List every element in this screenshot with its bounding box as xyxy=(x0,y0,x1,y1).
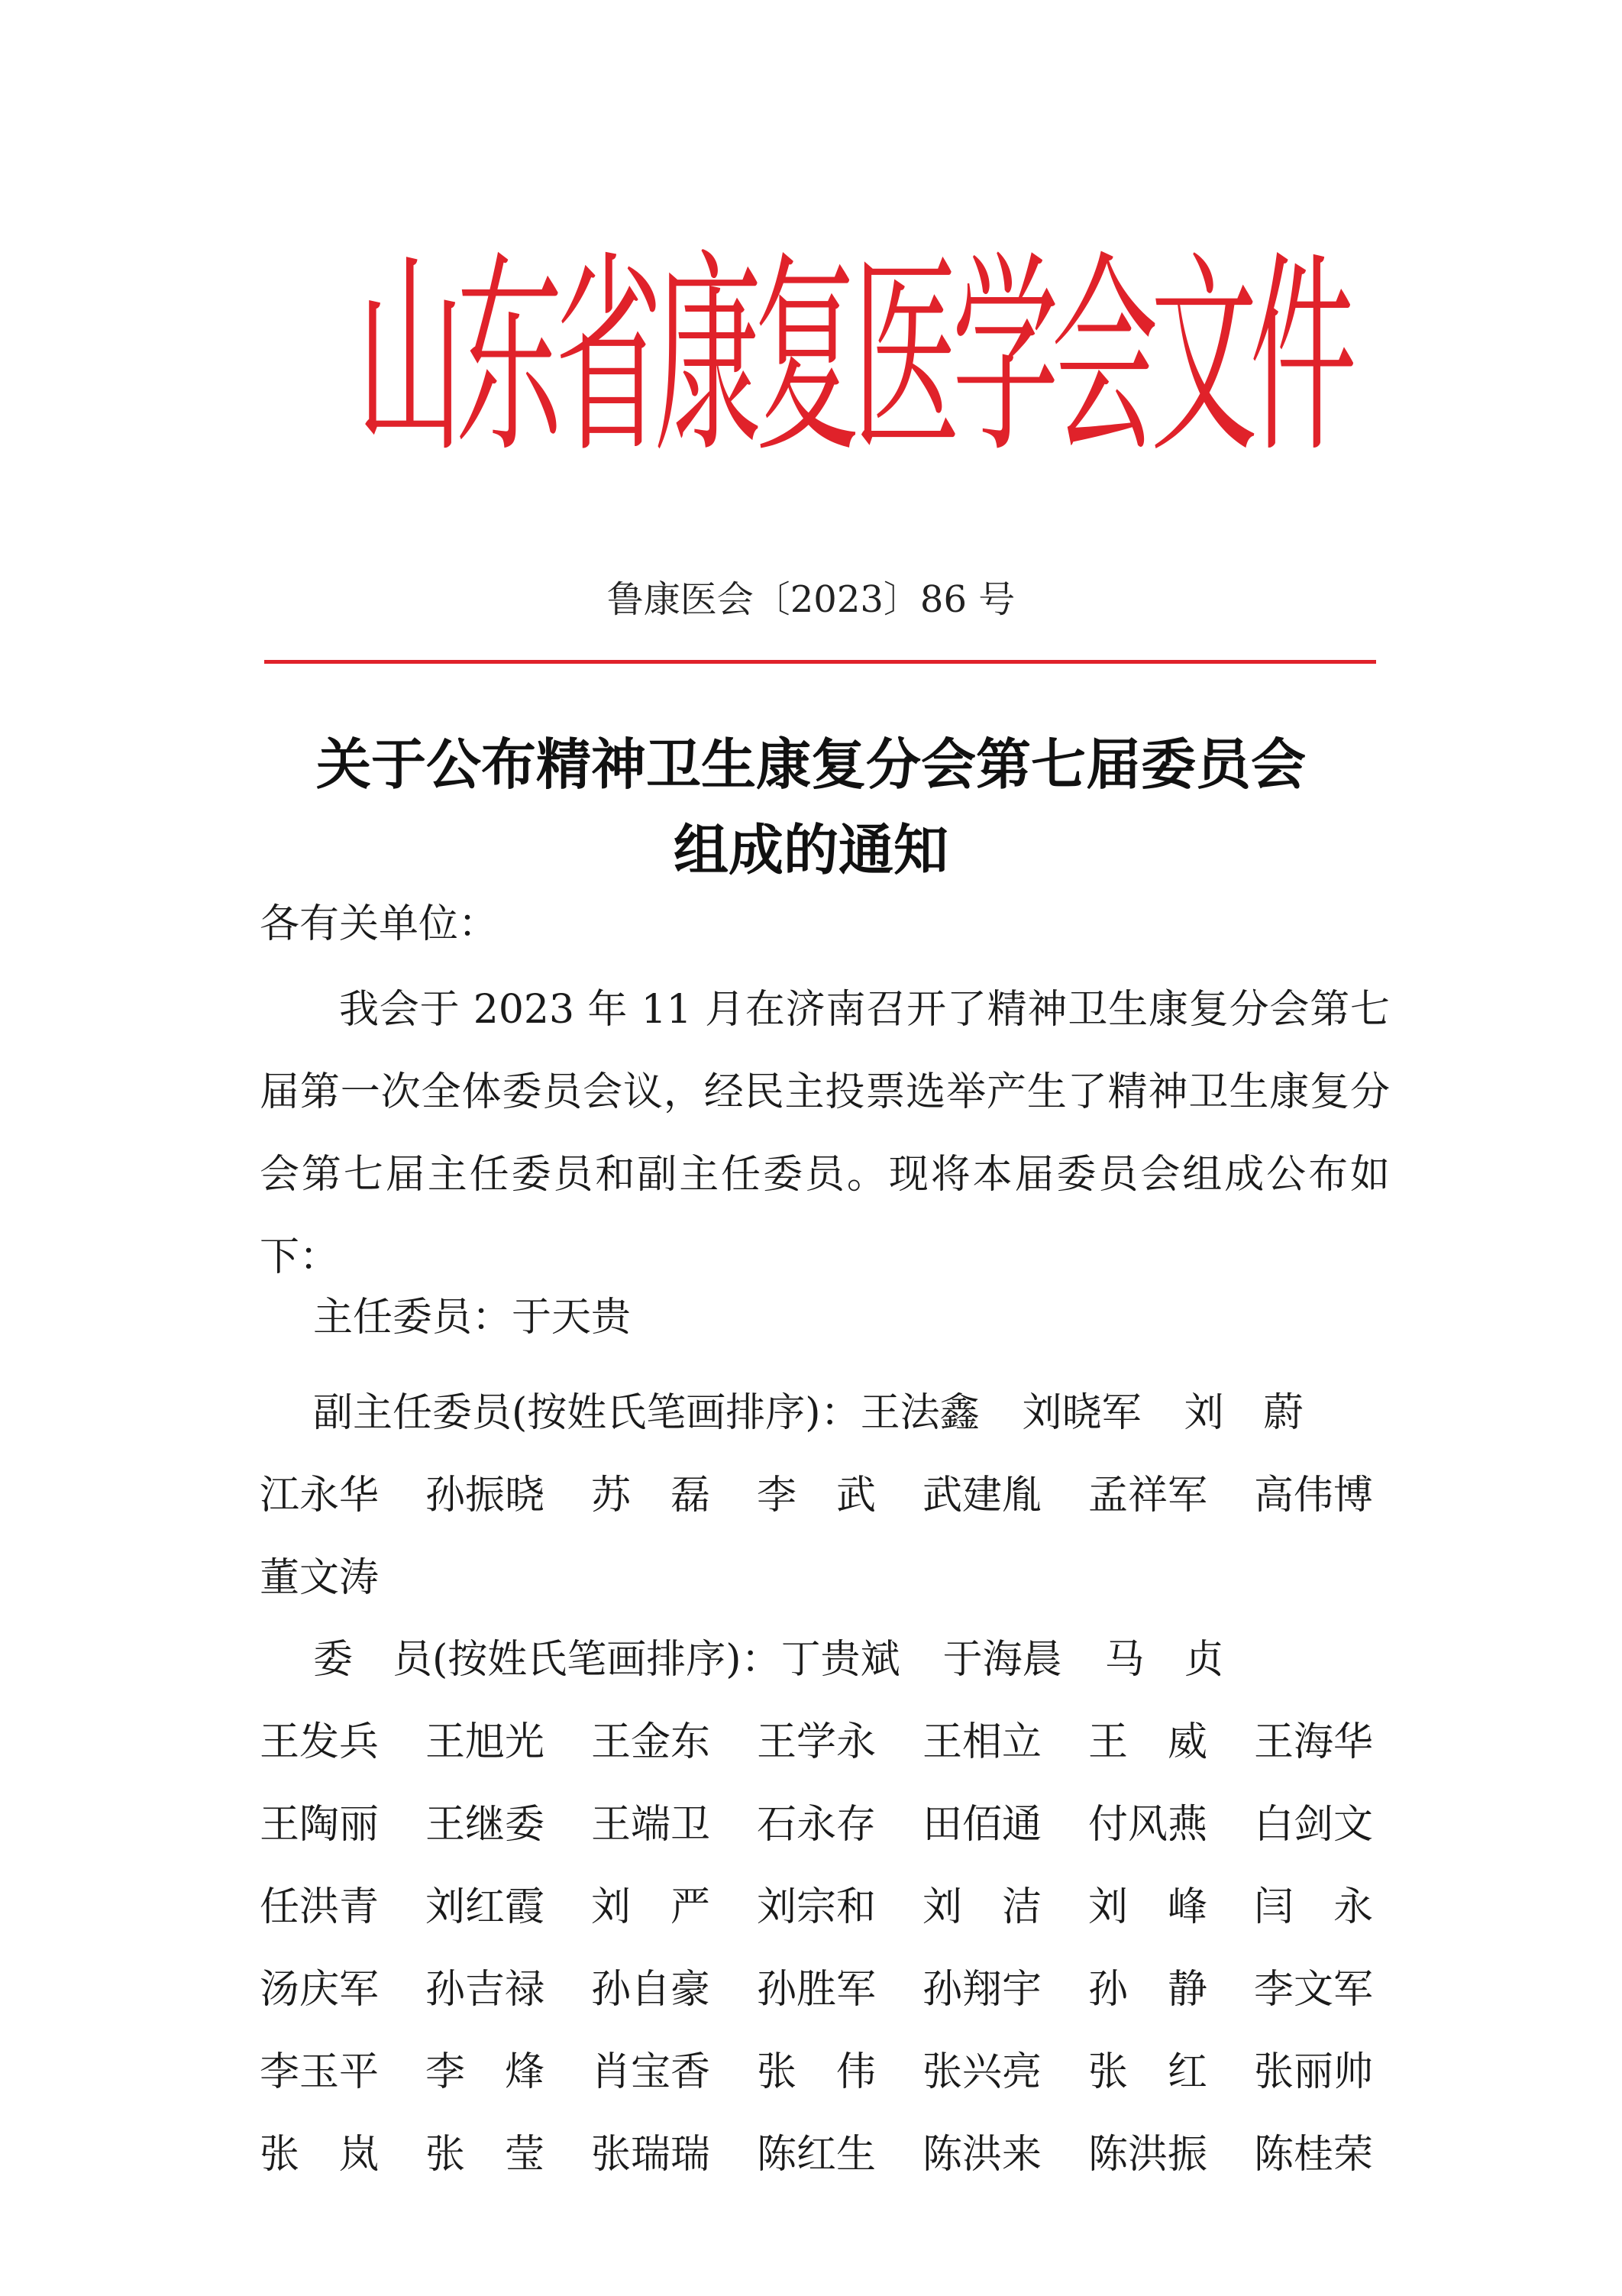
members-grid xyxy=(260,1696,1390,2191)
vice-chair-name: 董文涛 xyxy=(260,1554,380,1601)
member-name: 刘 峰 xyxy=(1088,1884,1208,1930)
member-name: 刘宗和 xyxy=(757,1884,877,1930)
member-name: 丁贵斌 xyxy=(780,1636,900,1683)
member-name: 李玉平 xyxy=(260,2049,380,2095)
members-label: 委 员(按姓氏笔画排序)： xyxy=(313,1636,781,1683)
member-name: 张丽帅 xyxy=(1254,2049,1374,2095)
member-name: 张 红 xyxy=(1088,2049,1208,2095)
member-name: 孙吉禄 xyxy=(425,1966,545,2013)
member-name: 王陶丽 xyxy=(260,1801,380,1848)
member-name: 付风燕 xyxy=(1088,1801,1208,1848)
vice-chair-name: 高伟博 xyxy=(1254,1472,1374,1518)
document-number: 鲁康医会〔2023〕86 号 xyxy=(606,578,1016,621)
member-name: 刘 洁 xyxy=(922,1884,1042,1930)
vice-chair-name: 刘 蔚 xyxy=(1184,1389,1304,1436)
member-name: 张 莹 xyxy=(425,2131,545,2178)
members-row xyxy=(260,2109,1390,2191)
vice-chairs-second-line xyxy=(260,1450,1390,1532)
member-name: 王 威 xyxy=(1088,1719,1208,1765)
vice-chair-name: 江永华 xyxy=(260,1472,380,1518)
members-first-line xyxy=(260,1614,1390,1696)
chair-line xyxy=(313,1291,631,1344)
notice-title xyxy=(0,722,1622,893)
member-name: 陈洪振 xyxy=(1088,2131,1208,2178)
member-name: 王继委 xyxy=(425,1801,545,1848)
chair-label: 主任委员： xyxy=(313,1295,512,1340)
member-name: 张 岚 xyxy=(260,2131,380,2178)
vice-chair-name: 孟祥军 xyxy=(1088,1472,1208,1518)
vice-chairs-label: 副主任委员(按姓氏笔画排序)： xyxy=(313,1389,861,1436)
member-name: 石永存 xyxy=(757,1801,877,1848)
member-name: 张 伟 xyxy=(757,2049,877,2095)
member-name: 汤庆军 xyxy=(260,1966,380,2013)
member-name: 刘 严 xyxy=(591,1884,711,1930)
member-name: 于海晨 xyxy=(942,1636,1062,1683)
member-name: 孙自豪 xyxy=(591,1966,711,2013)
member-name: 孙翔宇 xyxy=(922,1966,1042,2013)
vice-chair-name: 刘晓军 xyxy=(1022,1389,1142,1436)
member-name: 孙胜军 xyxy=(757,1966,877,2013)
member-name: 王发兵 xyxy=(260,1719,380,1765)
salutation: 各有关单位： xyxy=(260,901,499,947)
member-name: 陈洪来 xyxy=(922,2131,1042,2178)
vice-chair-name: 苏 磊 xyxy=(591,1472,711,1518)
member-name: 王旭光 xyxy=(425,1719,545,1765)
vice-chair-name: 李 武 xyxy=(757,1472,877,1518)
member-name: 王海华 xyxy=(1254,1719,1374,1765)
member-name: 王相立 xyxy=(922,1719,1042,1765)
vice-chair-name: 王法鑫 xyxy=(860,1389,980,1436)
chair-name: 于天贵 xyxy=(512,1295,632,1340)
member-name: 任洪青 xyxy=(260,1884,380,1930)
member-name: 王金东 xyxy=(591,1719,711,1765)
member-name: 肖宝香 xyxy=(591,2049,711,2095)
notice-title-line-2: 组成的通知 xyxy=(673,817,948,882)
body-paragraph: 我会于 2023 年 11 月在济南召开了精神卫生康复分会第七届第一次全体委员会议，经民主投票选举产生了精神卫生康复分会第七届主任委员和副主任委员。现将本届委员会组成公布如下： xyxy=(260,987,1390,1280)
red-divider-line xyxy=(264,660,1376,664)
member-name: 刘红霞 xyxy=(425,1884,545,1930)
member-name: 张瑞瑞 xyxy=(591,2131,711,2178)
members-row xyxy=(260,1779,1390,1861)
member-name: 陈红生 xyxy=(757,2131,877,2178)
notice-title-line-1: 关于公布精神卫生康复分会第七届委员会 xyxy=(315,732,1306,797)
members-row xyxy=(260,1944,1390,2026)
member-name: 陈桂荣 xyxy=(1254,2131,1374,2178)
document-header-title: 山东省康复医学会文件 xyxy=(357,232,1349,482)
vice-chairs-third-line xyxy=(260,1532,1390,1615)
vice-chair-name: 孙振晓 xyxy=(425,1472,545,1518)
vice-chair-name: 武建胤 xyxy=(922,1472,1042,1518)
member-name: 孙 静 xyxy=(1088,1966,1208,2013)
member-name: 李 烽 xyxy=(425,2049,545,2095)
member-name: 白剑文 xyxy=(1254,1801,1374,1848)
vice-chairs-section xyxy=(260,1367,1390,1615)
member-name: 闫 永 xyxy=(1254,1884,1374,1930)
members-row xyxy=(260,2026,1390,2109)
member-name: 田佰通 xyxy=(922,1801,1042,1848)
member-name: 李文军 xyxy=(1254,1966,1374,2013)
member-name: 王端卫 xyxy=(591,1801,711,1848)
members-row xyxy=(260,1696,1390,1779)
members-section xyxy=(260,1614,1390,2191)
member-name: 张兴亮 xyxy=(922,2049,1042,2095)
member-name: 马 贞 xyxy=(1104,1636,1224,1683)
members-row xyxy=(260,1861,1390,1944)
vice-chairs-first-line xyxy=(260,1367,1390,1450)
member-name: 王学永 xyxy=(757,1719,877,1765)
